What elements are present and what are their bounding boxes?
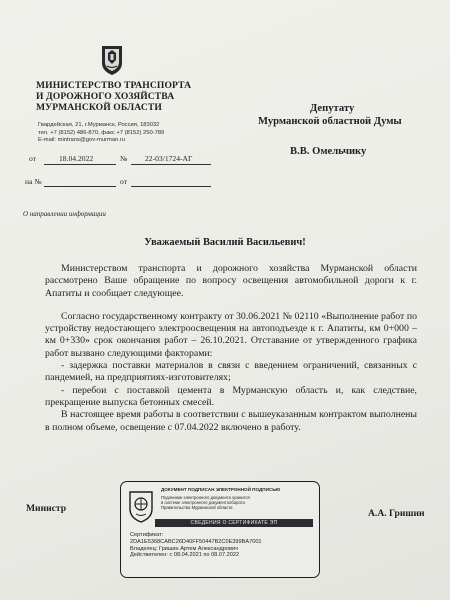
list-item-1: - задержка поставки материалов в связи с введением ограничений, связанных с пандемией, на предприятиях-изготовителях;: [45, 360, 417, 384]
signatory-name: А.А. Гришин: [368, 508, 425, 519]
sender-address: [38, 122, 164, 145]
paragraph-1: Министерством транспорта и дорожного хозяйства Мурманской области рассмотрено Ваше обращение по вопросу освещения автомобильной дороги к г. Апатиты и сообщает следующее.: [45, 263, 417, 299]
date-label: от: [29, 154, 37, 163]
address-line-1: Гвардейская, 21, г.Мурманск, Россия, 183032: [38, 122, 160, 128]
number-underline: [131, 164, 211, 165]
certificate-owner: Владелец: Гришин Артем Александрович: [130, 545, 239, 552]
recipient-line-2: Мурманской областной Думы: [258, 116, 402, 127]
address-line-2: тел. +7 (8152) 486-870, факс +7 (8152) 250-789: [38, 129, 165, 136]
greeting: Уважаемый Василий Васильевич!: [144, 237, 306, 248]
recipient-name: В.В. Омельчику: [290, 146, 367, 157]
reference-date-underline: [131, 186, 211, 187]
stamp-heading: ДОКУМЕНТ ПОДПИСАН ЭЛЕКТРОННОЙ ПОДПИСЬЮ: [161, 487, 281, 492]
e-signature-stamp: [120, 481, 320, 578]
certificate-validity: Действителен: с 08.04.2021 по 08.07.2022: [130, 552, 240, 559]
stamp-subtext-line-2: в системе электронного документооборота: [161, 500, 245, 506]
reference-number-label: на №: [25, 177, 42, 186]
stamp-emblem-icon: [128, 489, 154, 523]
ministry-line-3: МУРМАНСКОЙ ОБЛАСТИ: [36, 102, 162, 113]
certificate-serial: 2DA1E5368CABC26D40FF50447B2C0E399BA7001: [130, 538, 262, 545]
reference-number-underline: [44, 186, 116, 187]
stamp-subtext-line-3: Правительства Мурманской области: [161, 505, 233, 511]
list-item-2: - перебои с поставкой цемента в Мурманскую область и, как следствие, прекращение выпуска бетонных смесей.: [45, 384, 417, 408]
coat-of-arms-icon: [99, 44, 125, 76]
reference-date-label: от: [120, 177, 128, 186]
paragraph-2: Согласно государственному контракту от 30.06.2021 № 02110 «Выполнение работ по устройству недостающего электроосвещения на автоподъезде к г. Апатиты, км 0+000 – км 0+330» срок окончания работ – 26.10.2021. Отставание от утвержденного графика работ вызвано следующими факторами:: [45, 310, 417, 359]
stamp-subtext: [161, 495, 250, 511]
stamp-subtext-line-1: Подлинник электронного документа хранится: [161, 495, 250, 500]
number-sign: №: [120, 154, 128, 163]
recipient-line-1: Депутату: [310, 103, 355, 114]
ministry-line-1: МИНИСТЕРСТВО ТРАНСПОРТА: [36, 80, 192, 91]
letter-body: [45, 263, 417, 434]
certificate-label: Сертификат:: [130, 532, 164, 538]
paragraph-3: В настоящее время работы в соответствии с вышеуказанным контрактом выполнены в полном объеме, освещение с 07.04.2022 включено в работу.: [45, 409, 417, 433]
recipient-block: [258, 102, 402, 128]
certificate-details: [130, 532, 262, 559]
address-line-3: E-mail: mintrans@gov-murman.ru: [38, 137, 126, 144]
subject-note: О направлении информации: [23, 210, 106, 218]
outgoing-date: 18.04.2022: [59, 154, 94, 163]
signatory-title: Министр: [26, 503, 67, 514]
ministry-name: [36, 80, 191, 113]
outgoing-number: 22-03/1724-АГ: [145, 154, 193, 163]
ministry-line-2: И ДОРОЖНОГО ХОЗЯЙСТВА: [36, 91, 175, 102]
date-underline: [44, 164, 116, 165]
certificate-info-bar: СВЕДЕНИЯ О СЕРТИФИКАТЕ ЭП: [155, 519, 313, 527]
